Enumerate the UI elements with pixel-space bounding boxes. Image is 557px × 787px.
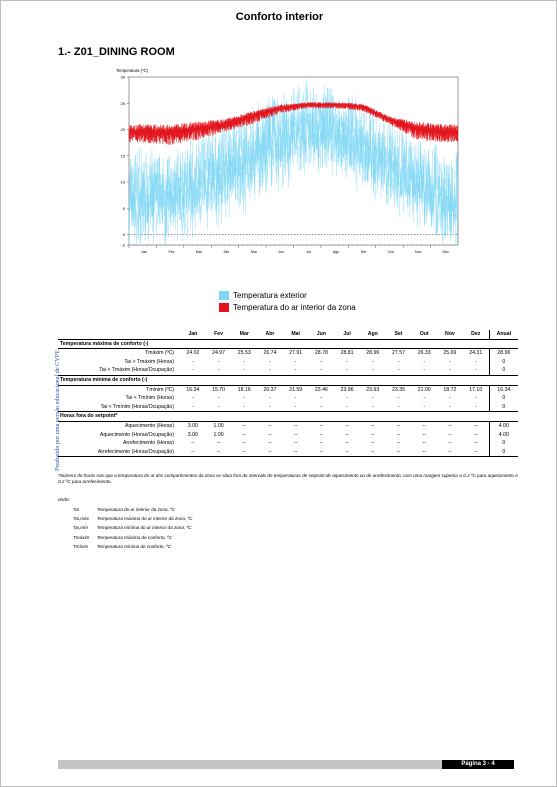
table-cell: --	[396, 422, 401, 429]
table-row	[58, 448, 518, 457]
table-cell: -	[206, 403, 232, 412]
table-cell: --	[473, 422, 478, 429]
table-cell: --	[216, 440, 221, 447]
annual-cell: 0	[489, 366, 518, 375]
table-cell: -	[474, 358, 477, 365]
table-cell: --	[473, 431, 478, 438]
table-cell: --	[448, 440, 452, 447]
table-footnote: *Número de horas nas que a temperatura do ar dos compartimentos da zona se situa fora do intervalo de temperaturas de setpoint de aquecimento ou de arrefecimento, com uma margem superior a 0.2 ºC para aquecimento e 0.2 ºC para arrefecimento.	[58, 473, 518, 484]
table-cell: 23.35	[391, 386, 405, 393]
table-cell: -	[309, 403, 335, 412]
section-title: 1.- Z01_DINING ROOM	[58, 46, 175, 58]
table-row	[58, 349, 518, 358]
table-cell: -	[257, 366, 283, 375]
month-header: Jan	[180, 330, 206, 339]
table-cell: --	[371, 440, 375, 447]
table-row	[58, 421, 518, 430]
y-axis-label: Temperatura (ºC)	[116, 68, 149, 73]
table-cell: --	[345, 431, 349, 438]
table-cell: --	[293, 422, 298, 429]
legend-item-exterior	[219, 289, 356, 301]
y-tick-label: 15	[120, 153, 125, 159]
table-cell: -	[346, 395, 348, 402]
table-cell: --	[319, 440, 324, 447]
table-cell: 21.59	[289, 386, 303, 393]
table-cell: -	[334, 403, 360, 412]
educational-watermark: Produzido por uma versão educacional de CYPE	[54, 350, 61, 471]
legend-label-interior: Temperatura do ar interior da zona	[233, 302, 356, 312]
table-cell: --	[334, 448, 360, 457]
table-cell: --	[242, 440, 246, 447]
group-title: Temperatura máxima de conforto (-)	[58, 339, 518, 349]
table-cell: -	[269, 358, 271, 365]
table-cell: --	[396, 431, 401, 438]
table-cell: 1.00	[213, 422, 224, 429]
table-cell: -	[397, 395, 400, 402]
definition-text: Temperatura mínima do ar interior da zona, ºC	[97, 525, 192, 531]
x-tick-label: Dez	[442, 250, 449, 254]
row-label: Tai < Tmínim (Horas/Ocupação)	[58, 403, 180, 412]
annual-cell: 16.34	[489, 385, 518, 394]
definition-text: Temperatura máxima do ar interior da zona, ºC	[97, 516, 193, 522]
table-cell: -	[386, 403, 412, 412]
x-tick-label: Jan	[141, 250, 147, 254]
group-title: Horas fora do setpoint*	[58, 412, 518, 422]
table-cell: 28.78	[314, 350, 328, 357]
table-cell: -	[463, 403, 489, 412]
definitions-list	[73, 505, 192, 551]
annual-cell: 0	[489, 439, 518, 448]
month-header: Jun	[309, 330, 335, 339]
table-cell: 3.00	[187, 422, 198, 429]
table-cell: --	[231, 448, 257, 457]
table-cell: -	[437, 366, 463, 375]
comfort-table	[58, 330, 518, 457]
table-cell: -	[231, 403, 257, 412]
definition-item	[73, 514, 192, 523]
table-cell: 27.91	[289, 350, 303, 357]
table-cell: -	[231, 366, 257, 375]
table-cell: -	[191, 395, 194, 402]
table-cell: -	[449, 358, 451, 365]
month-header: Jul	[334, 330, 360, 339]
annual-cell: 28.96	[489, 349, 518, 358]
month-header: Ago	[360, 330, 386, 339]
legend-item-interior	[219, 301, 356, 313]
x-tick-label: Set	[360, 250, 367, 254]
month-header: Mai	[283, 330, 309, 339]
table-cell: -	[360, 403, 386, 412]
table-cell: --	[371, 431, 375, 438]
y-tick-label: 20	[120, 127, 125, 132]
table-cell: 1.00	[213, 431, 224, 438]
annual-cell: 0	[489, 448, 518, 457]
row-label: Aquecimento (Horas/Ocupação)	[99, 431, 174, 438]
definition-text: Temperatura mínima de conforto, ºC	[97, 543, 172, 549]
table-cell: -	[423, 395, 426, 402]
table-cell: -	[346, 358, 348, 365]
row-label: Aquecimento (Horas)	[124, 422, 174, 429]
table-row	[58, 403, 518, 412]
row-label: Tai < Tmínim (Horas)	[125, 395, 174, 402]
table-cell: 26.33	[417, 350, 431, 357]
temperature-chart	[111, 63, 471, 273]
row-label: Tai > Tmáxim (Horas/Ocupação)	[58, 366, 180, 375]
table-cell: -	[309, 366, 335, 375]
table-cell: 16.34	[186, 386, 200, 393]
annual-cell: 0	[489, 358, 518, 367]
table-cell: -	[217, 395, 220, 402]
chart-legend	[219, 289, 356, 313]
table-cell: -	[397, 358, 400, 365]
table-header-blank	[58, 330, 180, 339]
table-cell: -	[191, 358, 194, 365]
legend-swatch-interior	[219, 303, 229, 312]
annual-cell: 0	[489, 403, 518, 412]
table-cell: -	[411, 366, 437, 375]
table-cell: 25.69	[443, 350, 457, 357]
table-cell: --	[360, 448, 386, 457]
group-header-row	[58, 412, 518, 422]
y-tick-label: -2	[121, 242, 125, 248]
x-tick-label: Mai	[250, 250, 257, 254]
x-tick-label: Jul	[306, 250, 311, 254]
y-tick-label: 25	[120, 100, 125, 106]
definition-symbol: Tai,mín	[73, 525, 88, 531]
x-tick-label: Abr	[223, 250, 230, 254]
table-cell: --	[473, 440, 478, 447]
definition-symbol: Tmínim	[73, 543, 89, 549]
x-tick-label: Fev	[168, 250, 175, 254]
month-header: Nov	[437, 330, 463, 339]
table-cell: 26.74	[263, 350, 277, 357]
table-cell: 24.31	[469, 350, 483, 357]
table-cell: --	[309, 448, 335, 457]
table-cell: -	[411, 403, 437, 412]
table-cell: --	[191, 440, 195, 447]
table-cell: --	[293, 440, 298, 447]
table-cell: --	[411, 448, 437, 457]
definition-item	[73, 542, 192, 551]
y-tick-label: 30	[120, 74, 125, 80]
month-header: Fev	[206, 330, 232, 339]
table-cell: 18.16	[237, 386, 251, 393]
table-cell: 18.72	[443, 386, 457, 393]
table-cell: --	[448, 431, 452, 438]
row-label: Arrefecimento (Horas)	[122, 440, 174, 447]
table-cell: --	[422, 422, 426, 429]
definition-item	[73, 505, 192, 514]
table-cell: --	[283, 448, 309, 457]
group-header-row	[58, 375, 518, 385]
table-row	[58, 431, 518, 440]
table-cell: -	[243, 395, 246, 402]
table-cell: 28.96	[366, 350, 380, 357]
table-cell: --	[386, 448, 412, 457]
table-cell: -	[243, 358, 246, 365]
table-row	[58, 358, 518, 367]
table-cell: -	[180, 366, 206, 375]
row-label: Tai > Tmáxim (Horas)	[124, 358, 174, 365]
y-tick-label: 5	[122, 205, 125, 211]
table-cell: -	[371, 395, 374, 402]
month-header: Out	[411, 330, 437, 339]
x-tick-label: Out	[387, 250, 394, 254]
table-cell: 23.96	[340, 386, 354, 393]
annual-cell: 0	[489, 394, 518, 403]
document-title: Conforto interior	[235, 11, 324, 23]
table-cell: -	[423, 358, 426, 365]
table-cell: --	[422, 431, 426, 438]
table-cell: -	[257, 403, 283, 412]
table-cell: 20.37	[263, 386, 277, 393]
table-cell: --	[319, 431, 324, 438]
table-row	[58, 385, 518, 394]
table-cell: --	[463, 448, 489, 457]
x-tick-label: Mar	[195, 250, 203, 254]
month-header: Abr	[257, 330, 283, 339]
legend-swatch-exterior	[219, 291, 229, 300]
table-cell: 21.00	[417, 386, 431, 393]
table-cell: 15.70	[212, 386, 226, 393]
table-cell: --	[206, 448, 232, 457]
table-cell: --	[345, 422, 349, 429]
table-cell: -	[320, 358, 323, 365]
definition-symbol: Tai,máx	[73, 516, 89, 522]
table-cell: --	[319, 422, 324, 429]
table-cell: --	[396, 440, 401, 447]
table-row	[58, 394, 518, 403]
definitions-intro: onde:	[58, 498, 71, 503]
table-row	[58, 366, 518, 375]
table-cell: --	[293, 431, 298, 438]
table-cell: --	[448, 422, 452, 429]
row-label: Arrefecimento (Horas/Ocupação)	[58, 448, 180, 457]
table-cell: 25.53	[237, 350, 251, 357]
table-cell: 24.02	[186, 350, 200, 357]
row-label: Tmínim (ºC)	[146, 386, 174, 393]
month-header: Mar	[231, 330, 257, 339]
table-cell: --	[180, 448, 206, 457]
row-label: Tmáxim (ºC)	[145, 350, 174, 357]
annual-header: Anual	[489, 330, 518, 339]
definition-item	[73, 533, 192, 542]
month-header: Set	[386, 330, 412, 339]
y-tick-label: 10	[120, 179, 125, 185]
table-cell: --	[437, 448, 463, 457]
x-tick-label: Jun	[278, 250, 285, 254]
group-title: Temperatura mínima de conforto (-)	[58, 375, 518, 385]
table-cell: -	[180, 403, 206, 412]
x-tick-label: Ago	[332, 250, 340, 254]
table-cell: --	[268, 431, 272, 438]
table-cell: --	[345, 440, 349, 447]
table-cell: -	[386, 366, 412, 375]
table-cell: 23.93	[366, 386, 380, 393]
table-cell: -	[283, 403, 309, 412]
table-cell: -	[334, 366, 360, 375]
table-cell: -	[360, 366, 386, 375]
definition-text: Temperatura máxima de conforto, ºC	[97, 534, 173, 540]
table-cell: --	[242, 422, 246, 429]
y-tick-label: 0	[122, 232, 125, 237]
table-cell: --	[242, 431, 246, 438]
table-cell: --	[371, 422, 375, 429]
table-cell: -	[294, 358, 297, 365]
table-cell: -	[437, 403, 463, 412]
table-cell: -	[320, 395, 323, 402]
table-cell: -	[449, 395, 451, 402]
table-cell: -	[269, 395, 271, 402]
series-exterior-temperature	[129, 77, 458, 245]
x-tick-label: Nov	[415, 250, 422, 254]
definition-symbol: Tmáxim	[73, 534, 90, 540]
table-cell: -	[474, 395, 477, 402]
table-cell: -	[294, 395, 297, 402]
table-cell: --	[268, 422, 272, 429]
definition-text: Temperatura do ar interior da zona, ºC	[97, 507, 176, 513]
month-header: Dez	[463, 330, 489, 339]
table-cell: 3.00	[187, 431, 198, 438]
table-cell: -	[283, 366, 309, 375]
table-cell: 27.57	[391, 350, 405, 357]
group-header-row	[58, 339, 518, 349]
annual-cell: 4.00	[489, 421, 518, 430]
table-cell: --	[422, 440, 426, 447]
table-cell: --	[257, 448, 283, 457]
table-cell: -	[463, 366, 489, 375]
table-header-row	[58, 330, 518, 339]
table-cell: 28.81	[340, 350, 354, 357]
page-number: Página 3 - 4	[442, 760, 514, 769]
definition-item	[73, 523, 192, 532]
definition-symbol: Tai	[73, 507, 79, 513]
footer-bar	[58, 760, 442, 769]
table-cell: --	[268, 440, 272, 447]
annual-cell: 4.00	[489, 431, 518, 440]
table-cell: 24.97	[212, 350, 226, 357]
table-cell: 17.10	[469, 386, 483, 393]
table-cell: 23.46	[314, 386, 328, 393]
table-row	[58, 439, 518, 448]
table-cell: -	[371, 358, 374, 365]
legend-label-exterior: Temperatura exterior	[233, 290, 307, 300]
table-cell: -	[217, 358, 220, 365]
table-cell: -	[206, 366, 232, 375]
